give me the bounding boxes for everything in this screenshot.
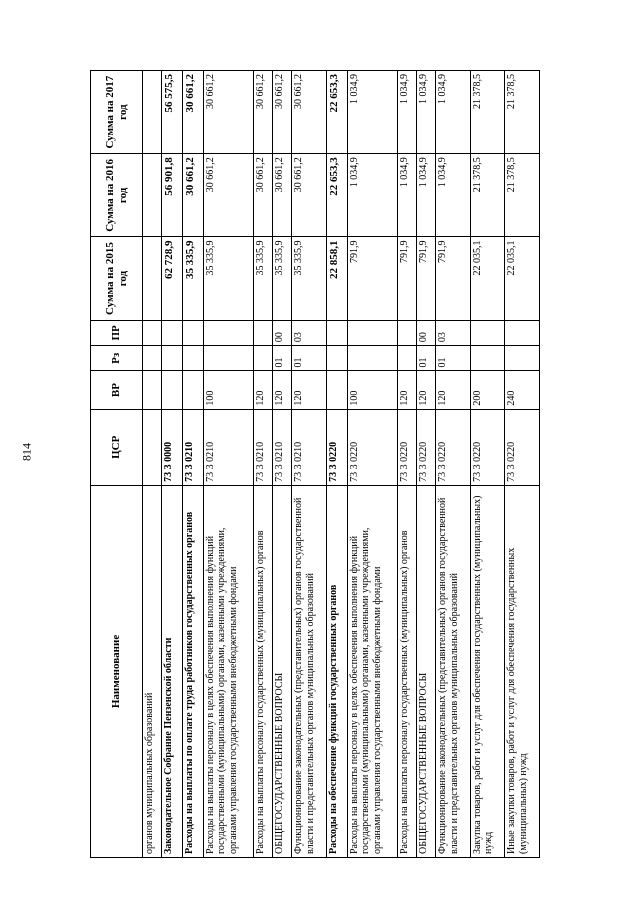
row-sum-2016: 30 661,2 xyxy=(203,154,253,237)
row-vr: 240 xyxy=(505,371,540,409)
row-name: Функционирование законодательных (представительных) органов государственной власти и представительных органов муниципальных образований xyxy=(292,485,327,857)
row-pr: 00 xyxy=(273,320,292,345)
row-vr: 120 xyxy=(397,371,416,409)
row-sum-2016: 1 034,9 xyxy=(416,154,435,237)
row-sum-2016 xyxy=(143,154,162,237)
row-sum-2015: 22 035,1 xyxy=(505,237,540,320)
row-sum-2017: 1 034,9 xyxy=(397,71,416,154)
row-pr xyxy=(326,320,347,345)
row-sum-2016: 56 901,8 xyxy=(162,154,183,237)
row-sum-2015: 35 335,9 xyxy=(292,237,327,320)
row-rz: 01 xyxy=(273,346,292,371)
row-sum-2017: 1 034,9 xyxy=(347,71,397,154)
row-sum-2017: 30 661,2 xyxy=(253,71,272,154)
header-rz: Рз xyxy=(91,346,143,371)
row-sum-2015: 791,9 xyxy=(347,237,397,320)
row-rz xyxy=(470,346,505,371)
row-csr: 73 3 0210 xyxy=(253,409,272,485)
row-sum-2016: 30 661,2 xyxy=(253,154,272,237)
row-rz xyxy=(505,346,540,371)
row-pr xyxy=(397,320,416,345)
row-vr: 100 xyxy=(203,371,253,409)
row-sum-2017: 30 661,2 xyxy=(273,71,292,154)
row-sum-2015: 35 335,9 xyxy=(183,237,204,320)
table-row xyxy=(143,71,162,858)
table-row xyxy=(292,71,327,858)
row-rz xyxy=(347,346,397,371)
row-sum-2015: 62 728,9 xyxy=(162,237,183,320)
row-csr xyxy=(143,409,162,485)
header-vr: ВР xyxy=(91,371,143,409)
row-rz xyxy=(326,346,347,371)
row-rz xyxy=(183,346,204,371)
row-sum-2015 xyxy=(143,237,162,320)
row-sum-2016: 21 378,5 xyxy=(470,154,505,237)
row-name: ОБЩЕГОСУДАРСТВЕННЫЕ ВОПРОСЫ xyxy=(416,485,435,857)
row-csr: 73 3 0210 xyxy=(292,409,327,485)
row-name: органов муниципальных образований xyxy=(143,485,162,857)
row-vr: 100 xyxy=(347,371,397,409)
row-pr: 03 xyxy=(436,320,471,345)
row-rz xyxy=(253,346,272,371)
row-csr: 73 3 0220 xyxy=(397,409,416,485)
table-row xyxy=(470,71,505,858)
row-csr: 73 3 0220 xyxy=(326,409,347,485)
table-header-row xyxy=(91,71,143,858)
row-sum-2017: 56 575,5 xyxy=(162,71,183,154)
row-csr: 73 3 0220 xyxy=(416,409,435,485)
row-csr: 73 3 0210 xyxy=(273,409,292,485)
row-sum-2015: 791,9 xyxy=(436,237,471,320)
row-sum-2017 xyxy=(143,71,162,154)
row-sum-2016: 21 378,5 xyxy=(505,154,540,237)
row-pr: 00 xyxy=(416,320,435,345)
row-rz: 01 xyxy=(416,346,435,371)
row-vr: 200 xyxy=(470,371,505,409)
row-sum-2016: 30 661,2 xyxy=(292,154,327,237)
table-row xyxy=(505,71,540,858)
table-row xyxy=(347,71,397,858)
header-sum-2015: Сумма на 2015 год xyxy=(91,237,143,320)
row-name: Расходы на выплаты персоналу государственных (муниципальных) органов xyxy=(397,485,416,857)
row-sum-2016: 1 034,9 xyxy=(397,154,416,237)
row-vr xyxy=(326,371,347,409)
table-row xyxy=(273,71,292,858)
row-sum-2016: 1 034,9 xyxy=(436,154,471,237)
row-sum-2017: 30 661,2 xyxy=(292,71,327,154)
row-pr xyxy=(470,320,505,345)
table-row xyxy=(203,71,253,858)
row-rz xyxy=(203,346,253,371)
row-pr xyxy=(183,320,204,345)
row-vr xyxy=(183,371,204,409)
row-name: Расходы на выплаты персоналу в целях обеспечения выполнения функций государственными (муниципальными) органами, казенными учреждениями, органами управления государственными внебюджетными фондами xyxy=(347,485,397,857)
header-pr: ПР xyxy=(91,320,143,345)
row-csr: 73 3 0210 xyxy=(203,409,253,485)
budget-table xyxy=(90,70,540,858)
header-csr: ЦСР xyxy=(91,409,143,485)
row-name: Закупка товаров, работ и услуг для обеспечения государственных (муниципальных) нужд xyxy=(470,485,505,857)
row-pr xyxy=(162,320,183,345)
row-name: Расходы на выплаты персоналу в целях обеспечения выполнения функций государственными (муниципальными) органами, казенными учреждениями, органами управления государственными внебюджетными фондами xyxy=(203,485,253,857)
table-row xyxy=(326,71,347,858)
row-sum-2015: 22 035,1 xyxy=(470,237,505,320)
row-csr: 73 3 0220 xyxy=(436,409,471,485)
row-pr xyxy=(505,320,540,345)
table-body xyxy=(143,71,540,858)
row-rz xyxy=(162,346,183,371)
header-name: Наименование xyxy=(91,485,143,857)
row-pr xyxy=(347,320,397,345)
row-sum-2016: 30 661,2 xyxy=(273,154,292,237)
row-csr: 73 3 0220 xyxy=(505,409,540,485)
table-row xyxy=(162,71,183,858)
table-row xyxy=(253,71,272,858)
row-rz xyxy=(397,346,416,371)
row-sum-2016: 1 034,9 xyxy=(347,154,397,237)
row-vr: 120 xyxy=(416,371,435,409)
row-name: Расходы на обеспечение функций государственных органов xyxy=(326,485,347,857)
row-vr: 120 xyxy=(436,371,471,409)
table-row xyxy=(397,71,416,858)
row-sum-2015: 791,9 xyxy=(397,237,416,320)
row-rz: 01 xyxy=(436,346,471,371)
row-sum-2017: 21 378,5 xyxy=(505,71,540,154)
table-row xyxy=(183,71,204,858)
row-sum-2015: 35 335,9 xyxy=(273,237,292,320)
row-pr xyxy=(203,320,253,345)
row-sum-2015: 791,9 xyxy=(416,237,435,320)
row-pr xyxy=(253,320,272,345)
row-name: Иные закупки товаров, работ и услуг для обеспечения государственных (муниципальных) нужд xyxy=(505,485,540,857)
row-sum-2017: 1 034,9 xyxy=(416,71,435,154)
row-csr: 73 3 0220 xyxy=(347,409,397,485)
row-rz xyxy=(143,346,162,371)
row-sum-2015: 35 335,9 xyxy=(203,237,253,320)
row-sum-2016: 22 653,3 xyxy=(326,154,347,237)
header-sum-2017: Сумма на 2017 год xyxy=(91,71,143,154)
row-sum-2017: 22 653,3 xyxy=(326,71,347,154)
row-name: Законодательное Собрание Пензенской области xyxy=(162,485,183,857)
row-sum-2017: 1 034,9 xyxy=(436,71,471,154)
row-rz: 01 xyxy=(292,346,327,371)
row-csr: 73 3 0220 xyxy=(470,409,505,485)
row-sum-2017: 30 661,2 xyxy=(203,71,253,154)
row-sum-2017: 21 378,5 xyxy=(470,71,505,154)
table-row xyxy=(436,71,471,858)
row-name: ОБЩЕГОСУДАРСТВЕННЫЕ ВОПРОСЫ xyxy=(273,485,292,857)
page-number: 814 xyxy=(19,443,34,461)
row-vr: 120 xyxy=(253,371,272,409)
row-csr: 73 3 0210 xyxy=(183,409,204,485)
row-vr: 120 xyxy=(273,371,292,409)
row-pr: 03 xyxy=(292,320,327,345)
row-pr xyxy=(143,320,162,345)
row-vr: 120 xyxy=(292,371,327,409)
row-name: Функционирование законодательных (представительных) органов государственной власти и представительных органов муниципальных образований xyxy=(436,485,471,857)
header-sum-2016: Сумма на 2016 год xyxy=(91,154,143,237)
row-sum-2015: 35 335,9 xyxy=(253,237,272,320)
row-vr xyxy=(162,371,183,409)
row-sum-2016: 30 661,2 xyxy=(183,154,204,237)
row-vr xyxy=(143,371,162,409)
row-sum-2015: 22 858,1 xyxy=(326,237,347,320)
row-name: Расходы на выплаты персоналу государственных (муниципальных) органов xyxy=(253,485,272,857)
row-csr: 73 3 0000 xyxy=(162,409,183,485)
row-name: Расходы на выплаты по оплате труда работников государственных органов xyxy=(183,485,204,857)
row-sum-2017: 30 661,2 xyxy=(183,71,204,154)
rotated-table-container xyxy=(90,70,540,858)
table-row xyxy=(416,71,435,858)
